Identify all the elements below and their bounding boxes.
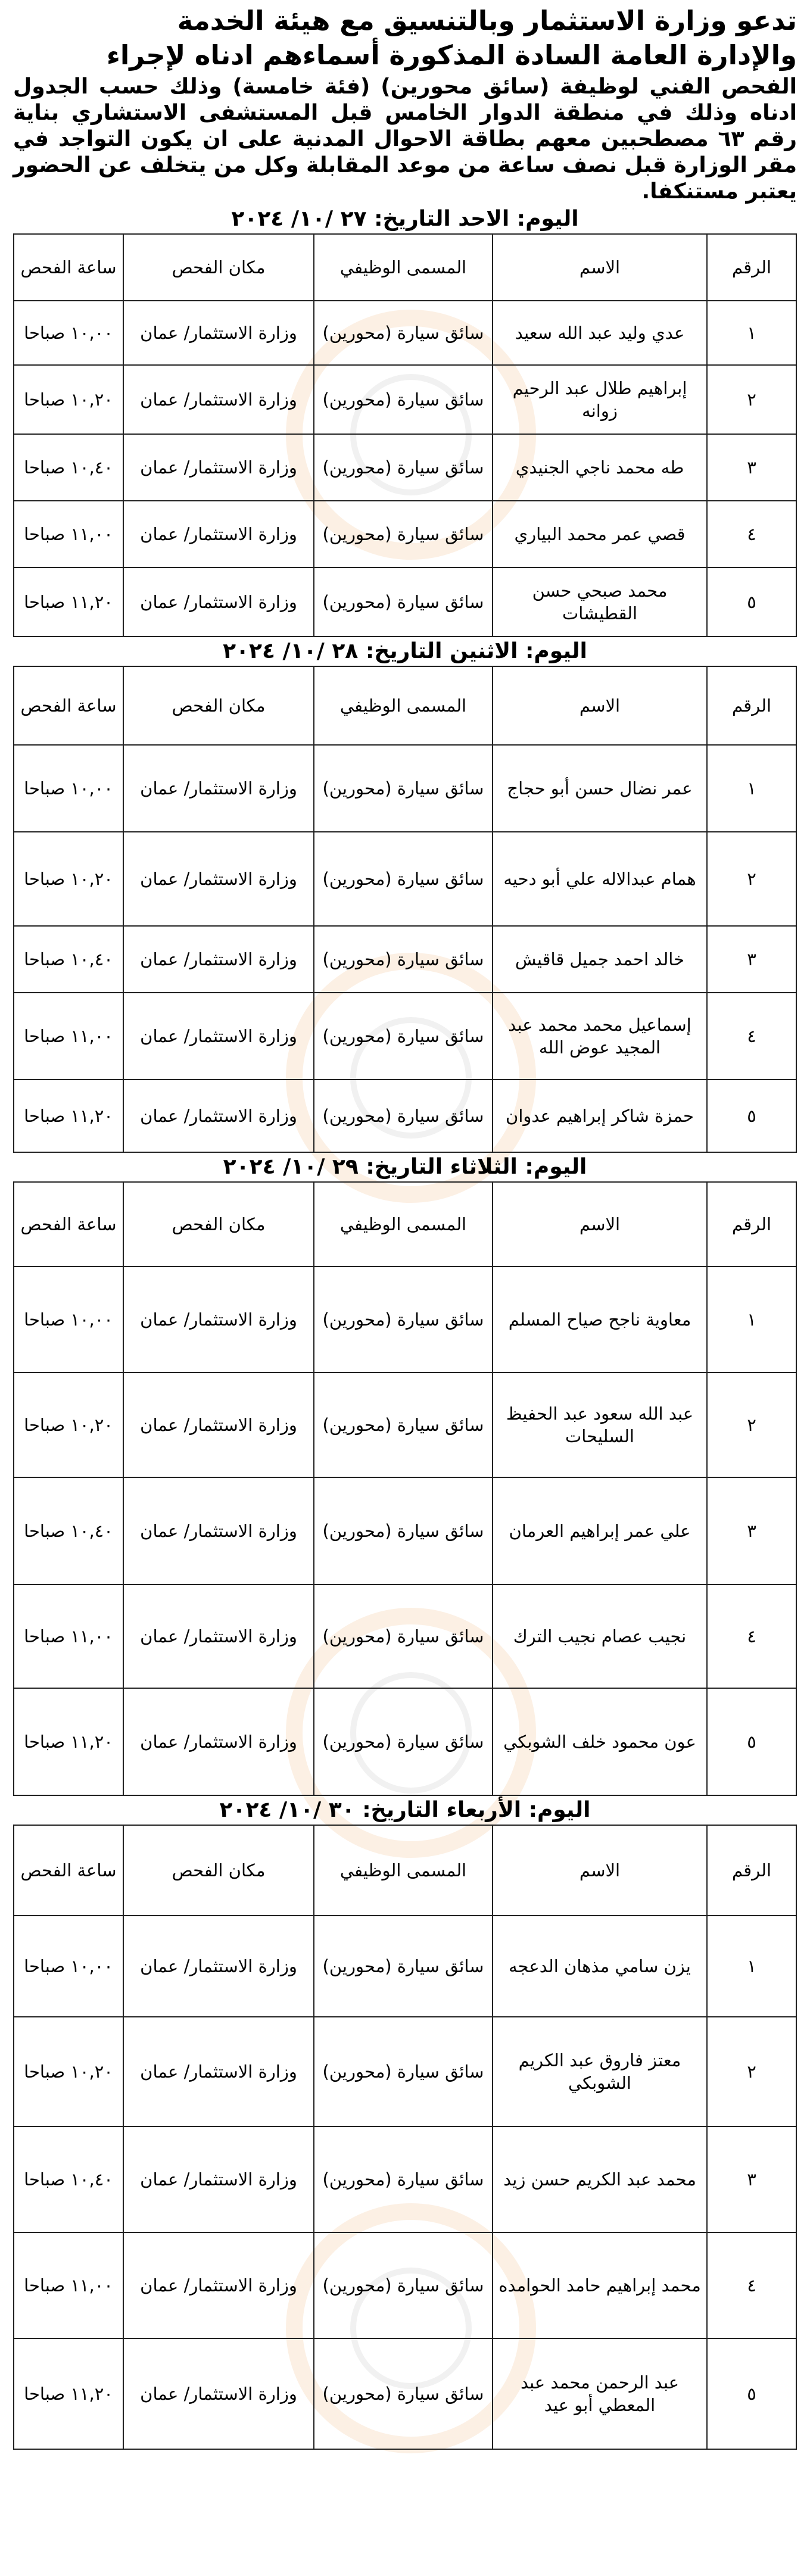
table-row [14, 1373, 796, 1477]
cell-time: ١١,٠٠ صباحا [14, 501, 123, 567]
table-header-row [14, 234, 796, 301]
column-header-title: المسمى الوظيفي [314, 666, 493, 745]
table-row [14, 1267, 796, 1373]
cell-title: سائق سيارة (محورين) [314, 2126, 493, 2232]
day-section [13, 1153, 797, 1796]
cell-name: محمد عبد الكريم حسن زيد [493, 2126, 707, 2232]
table-row [14, 1585, 796, 1688]
cell-time: ١٠,٠٠ صباحا [14, 1916, 123, 2017]
cell-title: سائق سيارة (محورين) [314, 745, 493, 832]
cell-name: معاوية ناجح صياح المسلم [493, 1267, 707, 1373]
column-header-time: ساعة الفحص [14, 234, 123, 301]
announcement-headline-1: تدعو وزارة الاستثمار وبالتنسيق مع هيئة الخدمة [177, 5, 797, 36]
cell-title: سائق سيارة (محورين) [314, 832, 493, 926]
cell-time: ١١,٢٠ صباحا [14, 1688, 123, 1795]
cell-name: حمزة شاكر إبراهيم عدوان [493, 1080, 707, 1152]
column-header-place: مكان الفحص [123, 1825, 314, 1916]
cell-place: وزارة الاستثمار/ عمان [123, 301, 314, 365]
day-section [13, 1796, 797, 2450]
cell-time: ١١,٠٠ صباحا [14, 1585, 123, 1688]
cell-time: ١١,٢٠ صباحا [14, 2338, 123, 2449]
cell-time: ١١,٢٠ صباحا [14, 1080, 123, 1152]
cell-index: ٢ [707, 832, 796, 926]
day-title: اليوم: الاثنين التاريخ: ٢٨ /١٠/ ٢٠٢٤ [223, 639, 587, 663]
column-header-place: مكان الفحص [123, 666, 314, 745]
cell-title: سائق سيارة (محورين) [314, 2017, 493, 2126]
table-row [14, 745, 796, 832]
cell-name: عمر نضال حسن أبو حجاج [493, 745, 707, 832]
cell-title: سائق سيارة (محورين) [314, 1916, 493, 2017]
day-section [13, 637, 797, 1153]
cell-place: وزارة الاستثمار/ عمان [123, 1585, 314, 1688]
cell-name: إبراهيم طلال عبد الرحيم زوانه [493, 365, 707, 434]
column-header-place: مكان الفحص [123, 1182, 314, 1267]
column-header-time: ساعة الفحص [14, 1182, 123, 1267]
cell-title: سائق سيارة (محورين) [314, 567, 493, 637]
cell-place: وزارة الاستثمار/ عمان [123, 2338, 314, 2449]
cell-place: وزارة الاستثمار/ عمان [123, 365, 314, 434]
cell-place: وزارة الاستثمار/ عمان [123, 567, 314, 637]
table-row [14, 2126, 796, 2232]
table-row [14, 832, 796, 926]
cell-time: ١٠,٢٠ صباحا [14, 1373, 123, 1477]
cell-name: محمد صبحي حسن القطيشات [493, 567, 707, 637]
column-header-time: ساعة الفحص [14, 1825, 123, 1916]
table-row [14, 2232, 796, 2338]
cell-index: ٣ [707, 2126, 796, 2232]
cell-index: ٥ [707, 567, 796, 637]
schedule-table [13, 666, 797, 1153]
column-header-title: المسمى الوظيفي [314, 1182, 493, 1267]
column-header-index: الرقم [707, 1182, 796, 1267]
cell-index: ٢ [707, 2017, 796, 2126]
cell-time: ١٠,٠٠ صباحا [14, 745, 123, 832]
day-title: اليوم: الثلاثاء التاريخ: ٢٩ /١٠/ ٢٠٢٤ [223, 1155, 587, 1179]
cell-place: وزارة الاستثمار/ عمان [123, 1267, 314, 1373]
table-row [14, 2017, 796, 2126]
column-header-name: الاسم [493, 1825, 707, 1916]
table-row [14, 501, 796, 567]
table-row [14, 301, 796, 365]
cell-place: وزارة الاستثمار/ عمان [123, 1477, 314, 1585]
cell-title: سائق سيارة (محورين) [314, 993, 493, 1080]
column-header-index: الرقم [707, 666, 796, 745]
cell-title: سائق سيارة (محورين) [314, 434, 493, 501]
column-header-title: المسمى الوظيفي [314, 234, 493, 301]
cell-place: وزارة الاستثمار/ عمان [123, 2017, 314, 2126]
column-header-name: الاسم [493, 234, 707, 301]
schedule-table [13, 1825, 797, 2450]
cell-title: سائق سيارة (محورين) [314, 501, 493, 567]
cell-title: سائق سيارة (محورين) [314, 1585, 493, 1688]
cell-title: سائق سيارة (محورين) [314, 301, 493, 365]
cell-title: سائق سيارة (محورين) [314, 1267, 493, 1373]
cell-index: ٣ [707, 434, 796, 501]
cell-time: ١٠,٤٠ صباحا [14, 926, 123, 993]
day-title: اليوم: الأربعاء التاريخ: ٣٠ /١٠/ ٢٠٢٤ [219, 1798, 591, 1822]
cell-index: ٣ [707, 1477, 796, 1585]
cell-time: ١٠,٤٠ صباحا [14, 2126, 123, 2232]
cell-name: خالد احمد جميل قاقيش [493, 926, 707, 993]
cell-place: وزارة الاستثمار/ عمان [123, 2126, 314, 2232]
schedule-table [13, 233, 797, 637]
cell-index: ٥ [707, 1688, 796, 1795]
cell-name: محمد إبراهيم حامد الحوامده [493, 2232, 707, 2338]
table-row [14, 993, 796, 1080]
cell-name: طه محمد ناجي الجنيدي [493, 434, 707, 501]
cell-title: سائق سيارة (محورين) [314, 2338, 493, 2449]
cell-time: ١٠,٢٠ صباحا [14, 2017, 123, 2126]
cell-time: ١٠,٢٠ صباحا [14, 365, 123, 434]
cell-title: سائق سيارة (محورين) [314, 1080, 493, 1152]
column-header-index: الرقم [707, 1825, 796, 1916]
cell-title: سائق سيارة (محورين) [314, 1373, 493, 1477]
table-header-row [14, 1825, 796, 1916]
table-row [14, 2338, 796, 2449]
cell-time: ١١,٠٠ صباحا [14, 993, 123, 1080]
cell-index: ٤ [707, 993, 796, 1080]
table-row [14, 926, 796, 993]
cell-place: وزارة الاستثمار/ عمان [123, 2232, 314, 2338]
cell-place: وزارة الاستثمار/ عمان [123, 926, 314, 993]
cell-place: وزارة الاستثمار/ عمان [123, 1373, 314, 1477]
cell-index: ١ [707, 1267, 796, 1373]
cell-time: ١١,٠٠ صباحا [14, 2232, 123, 2338]
cell-name: إسماعيل محمد محمد عبد المجيد عوض الله [493, 993, 707, 1080]
column-header-time: ساعة الفحص [14, 666, 123, 745]
cell-name: قصي عمر محمد البياري [493, 501, 707, 567]
cell-name: علي عمر إبراهيم العرمان [493, 1477, 707, 1585]
cell-time: ١١,٢٠ صباحا [14, 567, 123, 637]
announcement-headline-2: والإدارة العامة السادة المذكورة أسماءهم ادناه لإجراء [106, 39, 797, 71]
cell-name: عدي وليد عبد الله سعيد [493, 301, 707, 365]
cell-place: وزارة الاستثمار/ عمان [123, 434, 314, 501]
announcement-body: الفحص الفني لوظيفة (سائق محورين) (فئة خامسة) وذلك حسب الجدول ادناه وذلك في منطقة الدوار الخامس قبل المستشفى الاستشاري بناية رقم ٦٣ مصطحبين معهم بطاقة الاحوال المدنية على ان يكون التواجد في مقر الوزارة قبل نصف ساعة من موعد المقابلة وكل من يتخلف عن الحضور يعتبر مستنكفا. [13, 74, 797, 204]
cell-place: وزارة الاستثمار/ عمان [123, 745, 314, 832]
schedule-days [13, 205, 797, 2450]
cell-place: وزارة الاستثمار/ عمان [123, 1080, 314, 1152]
cell-index: ٤ [707, 2232, 796, 2338]
cell-index: ١ [707, 745, 796, 832]
cell-name: يزن سامي مذهان الدعجه [493, 1916, 707, 2017]
cell-time: ١٠,٠٠ صباحا [14, 1267, 123, 1373]
table-row [14, 1477, 796, 1585]
cell-index: ١ [707, 301, 796, 365]
cell-time: ١٠,٠٠ صباحا [14, 301, 123, 365]
cell-title: سائق سيارة (محورين) [314, 1688, 493, 1795]
cell-index: ٤ [707, 1585, 796, 1688]
cell-place: وزارة الاستثمار/ عمان [123, 993, 314, 1080]
day-title: اليوم: الاحد التاريخ: ٢٧ /١٠/ ٢٠٢٤ [231, 207, 579, 231]
table-row [14, 1688, 796, 1795]
schedule-table [13, 1181, 797, 1796]
cell-name: همام عبدالاله علي أبو دحيه [493, 832, 707, 926]
cell-time: ١٠,٤٠ صباحا [14, 1477, 123, 1585]
table-row [14, 1080, 796, 1152]
cell-name: عبد الله سعود عبد الحفيظ السليحات [493, 1373, 707, 1477]
cell-index: ٣ [707, 926, 796, 993]
cell-name: عبد الرحمن محمد عبد المعطي أبو عيد [493, 2338, 707, 2449]
cell-name: معتز فاروق عبد الكريم الشوبكي [493, 2017, 707, 2126]
announcement-intro [13, 0, 797, 205]
day-section [13, 205, 797, 637]
cell-index: ٢ [707, 1373, 796, 1477]
cell-title: سائق سيارة (محورين) [314, 2232, 493, 2338]
cell-place: وزارة الاستثمار/ عمان [123, 1688, 314, 1795]
cell-place: وزارة الاستثمار/ عمان [123, 1916, 314, 2017]
cell-index: ١ [707, 1916, 796, 2017]
column-header-name: الاسم [493, 1182, 707, 1267]
cell-index: ٢ [707, 365, 796, 434]
cell-title: سائق سيارة (محورين) [314, 365, 493, 434]
table-header-row [14, 666, 796, 745]
column-header-name: الاسم [493, 666, 707, 745]
cell-name: نجيب عصام نجيب الترك [493, 1585, 707, 1688]
table-row [14, 434, 796, 501]
cell-place: وزارة الاستثمار/ عمان [123, 501, 314, 567]
cell-index: ٥ [707, 2338, 796, 2449]
table-row [14, 567, 796, 637]
column-header-index: الرقم [707, 234, 796, 301]
table-header-row [14, 1182, 796, 1267]
cell-title: سائق سيارة (محورين) [314, 926, 493, 993]
table-row [14, 1916, 796, 2017]
table-row [14, 365, 796, 434]
cell-title: سائق سيارة (محورين) [314, 1477, 493, 1585]
cell-place: وزارة الاستثمار/ عمان [123, 832, 314, 926]
cell-time: ١٠,٢٠ صباحا [14, 832, 123, 926]
column-header-title: المسمى الوظيفي [314, 1825, 493, 1916]
cell-index: ٤ [707, 501, 796, 567]
cell-time: ١٠,٤٠ صباحا [14, 434, 123, 501]
cell-index: ٥ [707, 1080, 796, 1152]
cell-name: عون محمود خلف الشوبكي [493, 1688, 707, 1795]
column-header-place: مكان الفحص [123, 234, 314, 301]
